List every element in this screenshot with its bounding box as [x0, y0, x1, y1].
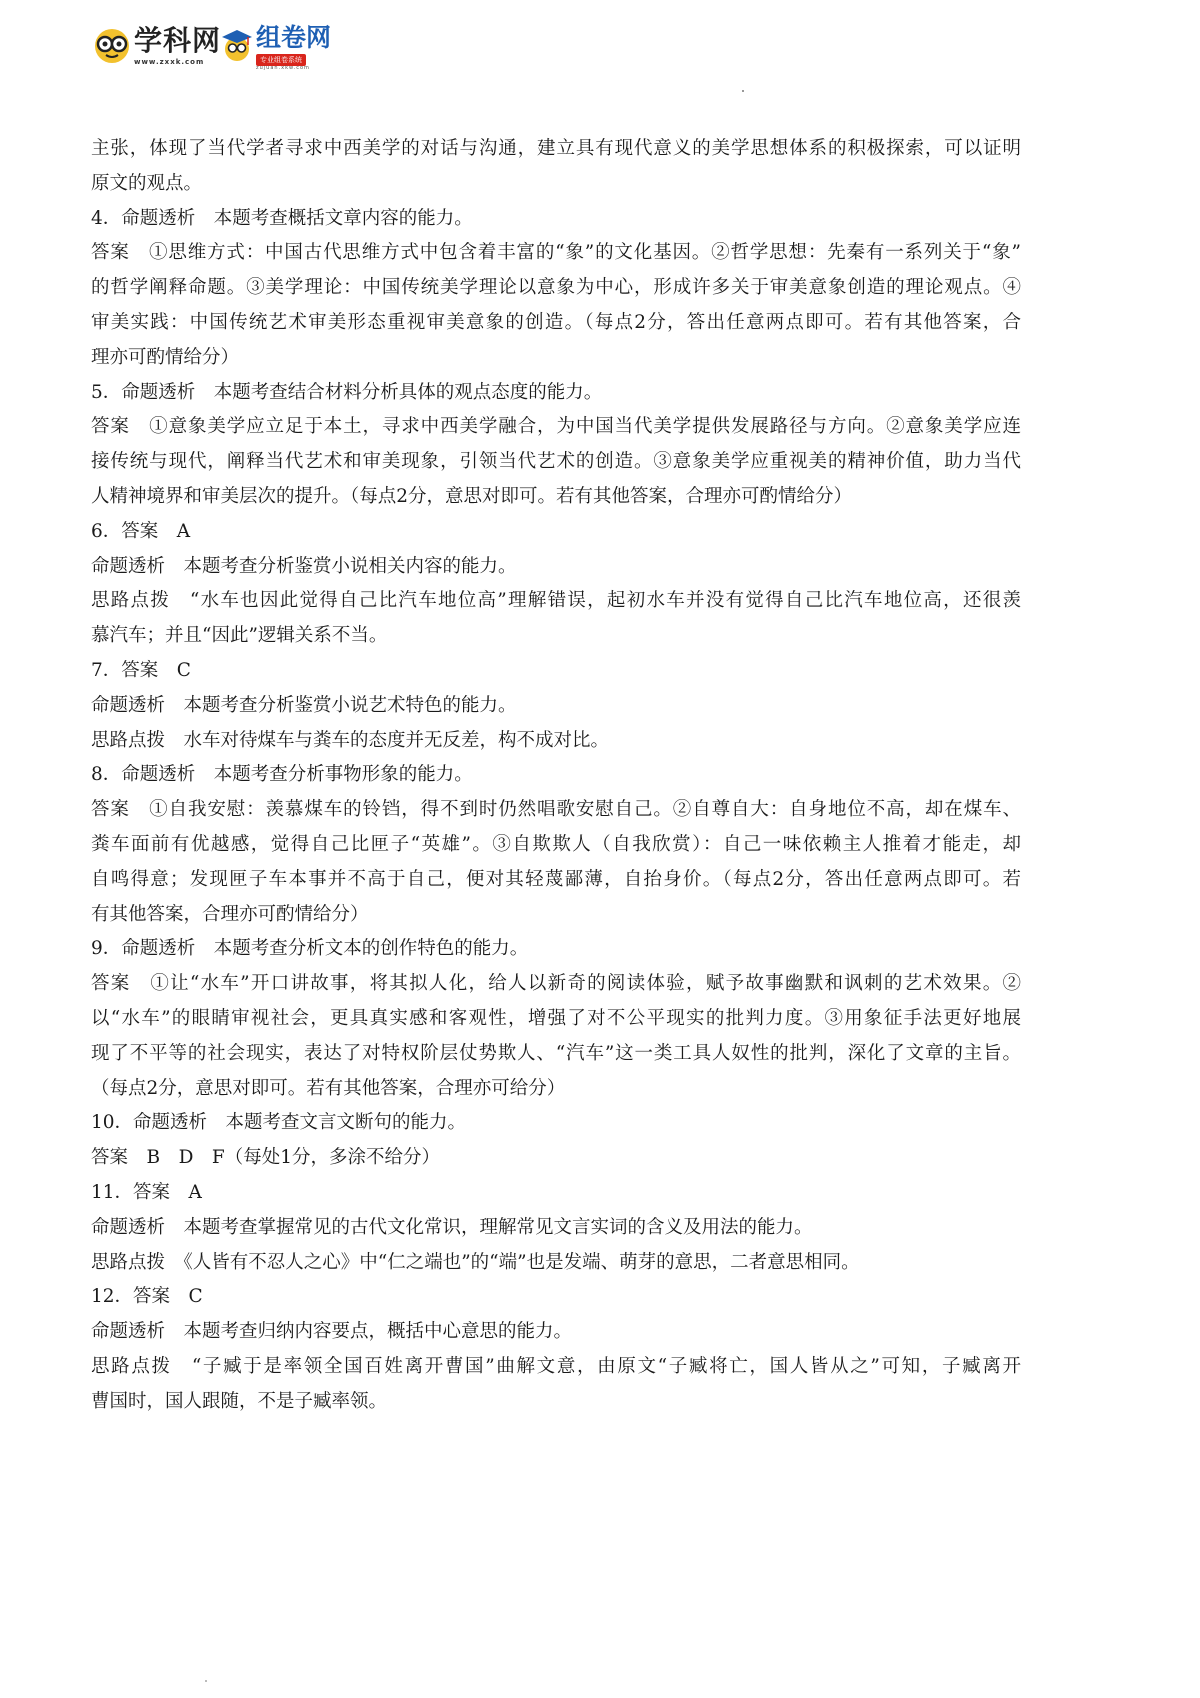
logo-right-text: 组卷网 — [256, 23, 332, 52]
text-line: 现了不平等的社会现实，表达了对特权阶层仗势欺人、“汽车”这一类工具人奴性的批判，深化了文章的主旨。 — [91, 1042, 1021, 1064]
text-line: 11．答案 A — [91, 1181, 202, 1203]
text-line: 曹国时，国人跟随，不是子臧率领。 — [91, 1390, 388, 1412]
logo-right-tag: 专业组卷系统 — [256, 54, 306, 66]
text-line: 答案 ①意象美学应立足于本土，寻求中西美学融合，为中国当代美学提供发展路径与方向。②意象美学应连 — [91, 416, 1021, 438]
text-line: 命题透析 本题考查分析鉴赏小说艺术特色的能力。 — [91, 694, 517, 716]
logo-left-text: 学科网 — [134, 24, 222, 57]
text-line: 自鸣得意；发现匣子车本事并不高于自己，便对其轻蔑鄙薄，自抬身价。（每点2分，答出任意两点即可。若 — [91, 868, 1021, 890]
graduation-cap-icon — [220, 28, 254, 62]
text-line: 接传统与现代，阐释当代艺术和审美现象，引领当代艺术的创造。③意象美学应重视美的精神价值，助力当代 — [91, 451, 1021, 473]
text-line: 审美实践：中国传统艺术审美形态重视审美意象的创造。（每点2分，答出任意两点即可。若有其他答案，合 — [91, 311, 1021, 333]
speck — [205, 1680, 207, 1682]
text-line: 慕汽车；并且“因此”逻辑关系不当。 — [91, 625, 388, 647]
text-line: 有其他答案，合理亦可酌情给分） — [91, 903, 369, 925]
text-line: 以“水车”的眼睛审视社会，更具真实感和客观性，增强了对不公平现实的批判力度。③用象征手法更好地展 — [91, 1007, 1021, 1029]
text-line: 答案 B D F（每处1分，多涂不给分） — [91, 1147, 441, 1169]
text-line: 思路点拨 《人皆有不忍人之心》中“仁之端也”的“端”也是发端、萌芽的意思，二者意思相同。 — [91, 1251, 860, 1273]
text-line: 12．答案 C — [91, 1286, 203, 1308]
text-line: 命题透析 本题考查归纳内容要点，概括中心意思的能力。 — [91, 1321, 573, 1343]
text-line: 主张，体现了当代学者寻求中西美学的对话与沟通，建立具有现代意义的美学思想体系的积极探索，可以证明 — [91, 138, 1021, 159]
text-line: 思路点拨 “子臧于是率领全国百姓离开曹国”曲解文意，由原文“子臧将亡，国人皆从之”可知，子臧离开 — [91, 1355, 1021, 1377]
site-logo — [92, 16, 352, 70]
answer-text — [91, 132, 1021, 1419]
text-line: 10．命题透析 本题考查文言文断句的能力。 — [91, 1112, 467, 1134]
text-line: 4．命题透析 本题考查概括文章内容的能力。 — [91, 207, 473, 229]
text-line: 答案 ①自我安慰：羡慕煤车的铃铛，得不到时仍然唱歌安慰自己。②自尊自大：自身地位不高，却在煤车、 — [91, 799, 1021, 821]
text-line: 原文的观点。 — [91, 172, 203, 194]
text-line: 7．答案 C — [91, 659, 191, 681]
text-line: 思路点拨 水车对待煤车与粪车的态度并无反差，构不成对比。 — [91, 729, 610, 751]
text-line: 答案 ①让“水车”开口讲故事，将其拟人化，给人以新奇的阅读体验，赋予故事幽默和讽刺的艺术效果。② — [91, 973, 1021, 995]
text-line: 粪车面前有优越感，觉得自己比匣子“英雄”。③自欺欺人（自我欣赏）：自己一味依赖主人推着才能走，却 — [91, 833, 1021, 855]
text-line: 8．命题透析 本题考查分析事物形象的能力。 — [91, 764, 473, 786]
text-line: 答案 ①思维方式：中国古代思维方式中包含着丰富的“象”的文化基因。②哲学思想：先秦有一系列关于“象” — [91, 242, 1021, 264]
owl-face-icon — [92, 24, 132, 64]
text-line: 5．命题透析 本题考查结合材料分析具体的观点态度的能力。 — [91, 381, 603, 403]
text-line: 命题透析 本题考查分析鉴赏小说相关内容的能力。 — [91, 555, 517, 577]
text-line: 思路点拨 “水车也因此觉得自己比汽车地位高”理解错误，起初水车并没有觉得自己比汽车地位高，还很羡 — [91, 590, 1021, 612]
text-line: 理亦可酌情给分） — [91, 346, 240, 368]
logo-left-url: www.zxxk.com — [134, 58, 205, 66]
text-line: 的哲学阐释命题。③美学理论：中国传统美学理论以意象为中心，形成许多关于审美意象创造的理论观点。④ — [91, 277, 1021, 299]
text-line: 人精神境界和审美层次的提升。（每点2分，意思对即可。若有其他答案，合理亦可酌情给分） — [91, 485, 853, 507]
speck — [742, 90, 744, 92]
text-line: 9．命题透析 本题考查分析文本的创作特色的能力。 — [91, 938, 529, 960]
logo-right-url: zujuan.xkw.com — [256, 65, 310, 71]
text-line: 6．答案 A — [91, 520, 191, 542]
text-line: （每点2分，意思对即可。若有其他答案，合理亦可给分） — [91, 1077, 566, 1099]
text-line: 命题透析 本题考查掌握常见的古代文化常识，理解常见文言实词的含义及用法的能力。 — [91, 1216, 813, 1238]
